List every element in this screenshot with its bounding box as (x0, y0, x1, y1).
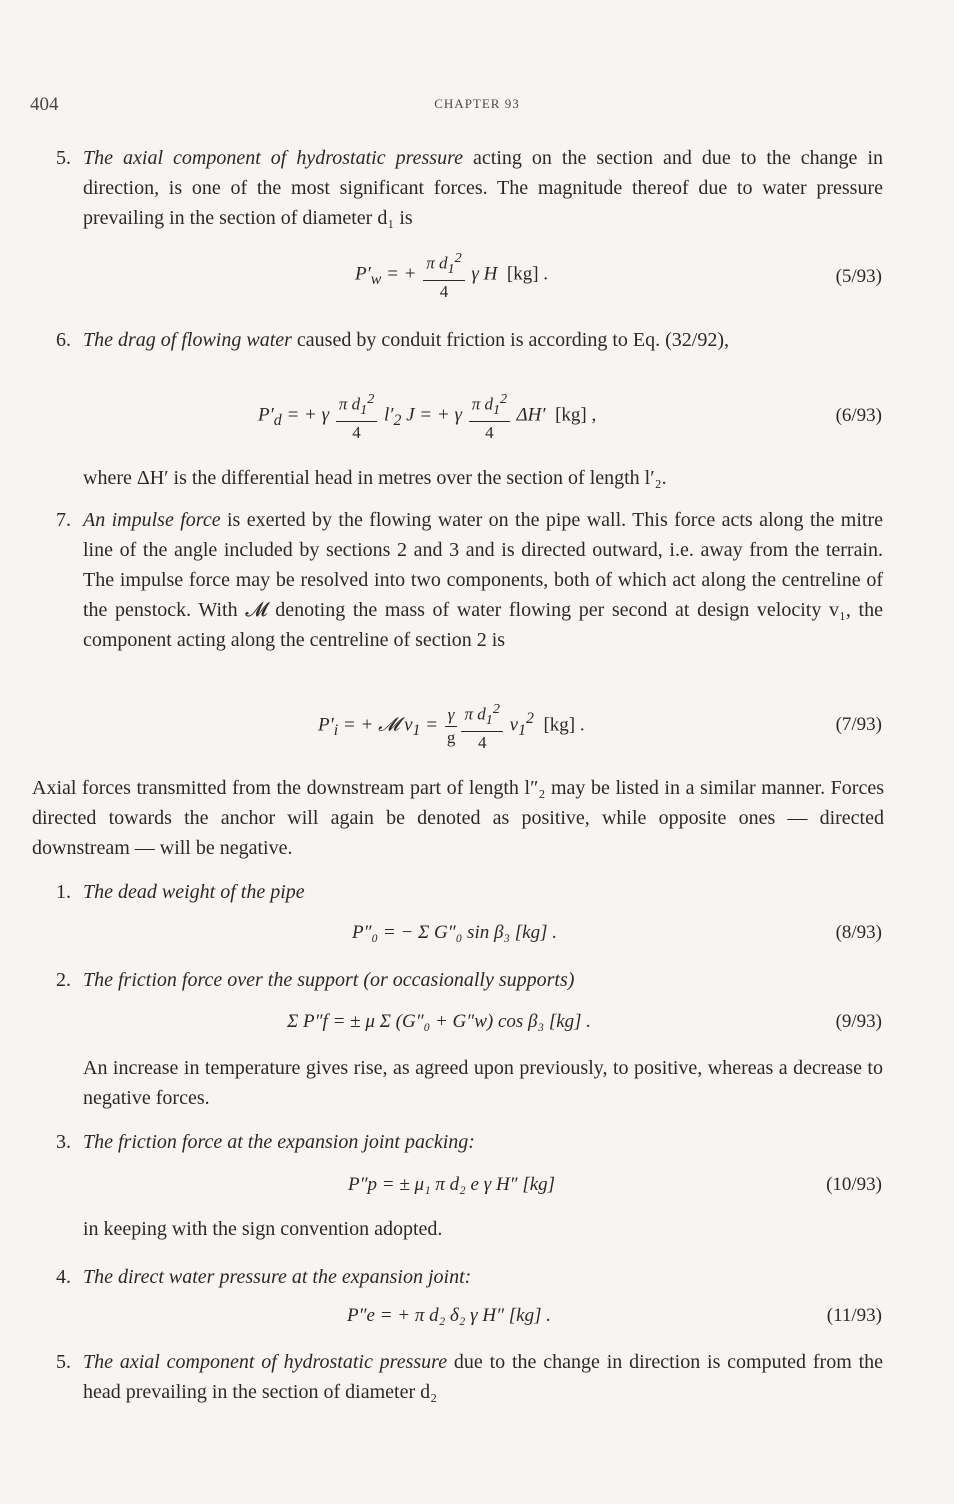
item-title: The axial component of hydrostatic pressure (83, 147, 464, 169)
item-title: An impulse force (83, 509, 221, 531)
item-text: acting on the section and due to the change in direction, is one of the most significant forces. The magnitude thereof due to water pressure prevailing in the section of diameter d₁ is (83, 147, 884, 229)
equation-label: (11/93) (826, 1305, 882, 1326)
equation-7-93: $P'_i$ = + 𝓜 $v_1$ = $\frac{\gamma}{g}$ $\frac{\pi d_1^2}{4}$ $v_1^2$ [kg] . (318, 698, 585, 754)
item-title: The drag of flowing water (83, 329, 292, 351)
equation-5-93: $P'_w$ = + $\frac{\pi d_1^2}{4}$ γ H [kg] . (355, 247, 548, 303)
equation-8-93: P″₀ = − Σ G″₀ sin β₃ [kg] . (352, 922, 558, 943)
item-title: The axial component of hydrostatic pressure (83, 1351, 448, 1373)
item-number: 7. (56, 509, 71, 531)
item-title: The friction force over the support (or occasionally supports) (83, 969, 575, 991)
item-7-paragraph (56, 505, 883, 655)
item-2-heading (56, 965, 883, 995)
temperature-paragraph: An increase in temperature gives rise, as agreed upon previously, to positive, whereas a decrease to negative forces. (83, 1057, 883, 1109)
item-title: The friction force at the expansion joint packing: (83, 1131, 475, 1153)
equation-label: (5/93) (835, 266, 882, 287)
item-6-paragraph (56, 325, 883, 355)
page-number: 404 (30, 94, 59, 115)
equation-label: (6/93) (835, 405, 882, 426)
equation-11-93: P″e = + π d₂ δ₂ γ H″ [kg] . (347, 1305, 551, 1326)
item-text: due to the change in direction is computed from the head prevailing in the section of diameter d₂ (83, 1351, 884, 1403)
item-3-heading (56, 1127, 883, 1157)
item-text: caused by conduit friction is according to Eq. (32/92), (291, 329, 730, 351)
equation-label: (10/93) (826, 1174, 882, 1195)
sign-convention-text: in keeping with the sign convention adopted. (83, 1218, 443, 1240)
equation-10-93: P″p = ± μ₁ π d₂ e γ H″ [kg] (348, 1174, 556, 1195)
item-1-heading (56, 877, 883, 907)
equation-9-93: Σ P″f = ± μ Σ (G″₀ + G″w) cos β₃ [kg] . (287, 1011, 592, 1032)
item-title: The dead weight of the pipe (83, 881, 305, 903)
item-number: 6. (56, 329, 71, 351)
item-number: 2. (56, 969, 71, 991)
item-number: 4. (56, 1266, 71, 1288)
item-5-paragraph (56, 143, 884, 233)
item-title: The direct water pressure at the expansion joint: (83, 1266, 472, 1288)
equation-label: (8/93) (835, 922, 882, 943)
where-text: where ΔH′ is the differential head in metres over the section of length l′₂. (83, 467, 667, 489)
item-4-heading (56, 1262, 883, 1292)
item-number: 5. (56, 1351, 71, 1373)
item-number: 1. (56, 881, 71, 903)
chapter-title: CHAPTER 93 (434, 96, 520, 111)
item-number: 3. (56, 1131, 71, 1153)
axial-forces-paragraph: Axial forces transmitted from the downstream part of length l″₂ may be listed in a similar manner. Forces directed towards the anchor will again be denoted as positive, while opposite ones — directed downstream — will be negative. (32, 777, 884, 859)
item-number: 5. (56, 147, 71, 169)
equation-label: (7/93) (835, 714, 882, 735)
equation-label: (9/93) (835, 1011, 882, 1032)
item-5b-paragraph (56, 1347, 884, 1407)
page-header (0, 90, 954, 120)
item-text: is exerted by the flowing water on the pipe wall. This force acts along the mitre line of the angle included by sections 2 and 3 and is directed outward, i.e. away from the terrain. The impulse force may be resolved into two components, both of which act along the centreline of the penstock. With 𝓜 denoting the mass of water flowing per second at design velocity v₁, the component acting along the centreline of section 2 is (83, 509, 883, 651)
equation-6-93: $P'_d$ = + γ $\frac{\pi d_1^2}{4}$ $l'_2$ J = + γ $\frac{\pi d_1^2}{4}$ ΔH′ [kg] , (258, 388, 596, 444)
